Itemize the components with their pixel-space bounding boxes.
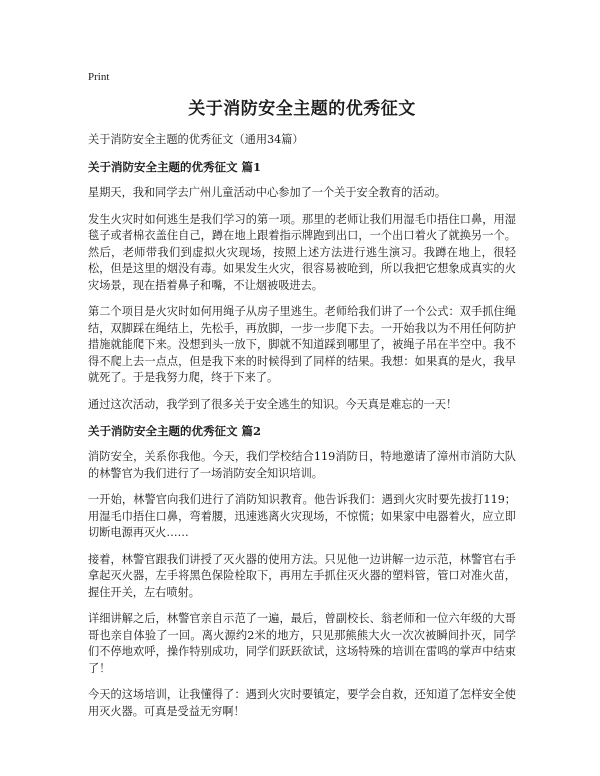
section-heading: 关于消防安全主题的优秀征文 篇2 bbox=[88, 424, 262, 438]
print-link[interactable]: Print bbox=[88, 71, 110, 83]
paragraph: 星期天，我和同学去广州儿童活动中心参加了一个关于安全教育的活动。 bbox=[88, 186, 447, 199]
document-subtitle: 关于消防安全主题的优秀征文（通用34篇） bbox=[88, 133, 304, 146]
paragraph: 通过这次活动，我学到了很多关于安全逃生的知识。今天真是难忘的一天！ bbox=[88, 397, 458, 411]
paragraph: 消防安全，关系你我他。今天，我们学校结合119消防日，特地邀请了漳州市消防大队的林警官为我们进行了一场消防安全知识培训。 bbox=[88, 450, 516, 480]
paragraph: 发生火灾时如何逃生是我们学习的第一项。那里的老师让我们用湿毛巾捂住口鼻，用湿毯子或者棉衣盖住自己，蹲在地上跟着指示牌跑到出口，一个出口着火了就换另一个。然后，老师带我们到虚拟火灾现场，按照上述方法进行逃生演习。我蹲在地上，很轻松，但是这里的烟没有毒。如果发生火灾，很容易被呛到，所以我把它想象成真实的火灾场景，现在捂着鼻子和嘴，不让烟被吸进去。 bbox=[88, 212, 516, 292]
paragraph: 详细讲解之后，林警官亲自示范了一遍，最后，曾副校长、翁老师和一位六年级的大哥哥也亲自体验了一回。离火源约2米的地方，只见那熊熊大火一次次被瞬间扑灭，同学们不停地欢呼，操作特别成功，同学们跃跃欲试，这场特殊的培训在雷鸣的掌声中结束了！ bbox=[88, 612, 516, 675]
paragraph: 接着，林警官跟我们讲授了灭火器的使用方法。只见他一边讲解一边示范，林警官右手拿起灭火器，左手将黑色保险栓取下，再用左手抓住灭火器的塑料管，管口对准火苗，握住开关，左右喷射。 bbox=[88, 552, 516, 599]
paragraph: 第二个项目是火灾时如何用绳子从房子里逃生。老师给我们讲了一个公式：双手抓住绳结，双脚踩在绳结上，先松手，再放脚，一步一步爬下去。一开始我以为不用任何防护措施就能爬下来。没想到头一放下，脚就不知道踩到哪里了，被绳子吊在半空中。我不得不爬上去一点点，但是我下来的时候得到了同样的结果。我想：如果真的是火，我早就死了。于是我努力爬，终于下来了。 bbox=[88, 305, 516, 384]
paragraph: 今天的这场培训，让我懂得了：遇到火灾时要镇定，要学会自救，还知道了怎样安全使用灭火器。可真是受益无穷啊！ bbox=[88, 688, 516, 718]
essay-section-2 bbox=[88, 423, 516, 720]
document-page bbox=[88, 70, 516, 730]
paragraph: 一开始，林警官向我们进行了消防知识教育。他告诉我们：遇到火灾时要先拔打119；用湿毛巾捂住口鼻，弯着腰，迅速逃离火灾现场，不惊慌；如果家中电器着火，应立即切断电源再灭火…… bbox=[88, 493, 516, 539]
section-heading: 关于消防安全主题的优秀征文 篇1 bbox=[88, 160, 262, 174]
essay-section-1 bbox=[88, 159, 516, 413]
document-title: 关于消防安全主题的优秀征文 bbox=[188, 99, 416, 119]
